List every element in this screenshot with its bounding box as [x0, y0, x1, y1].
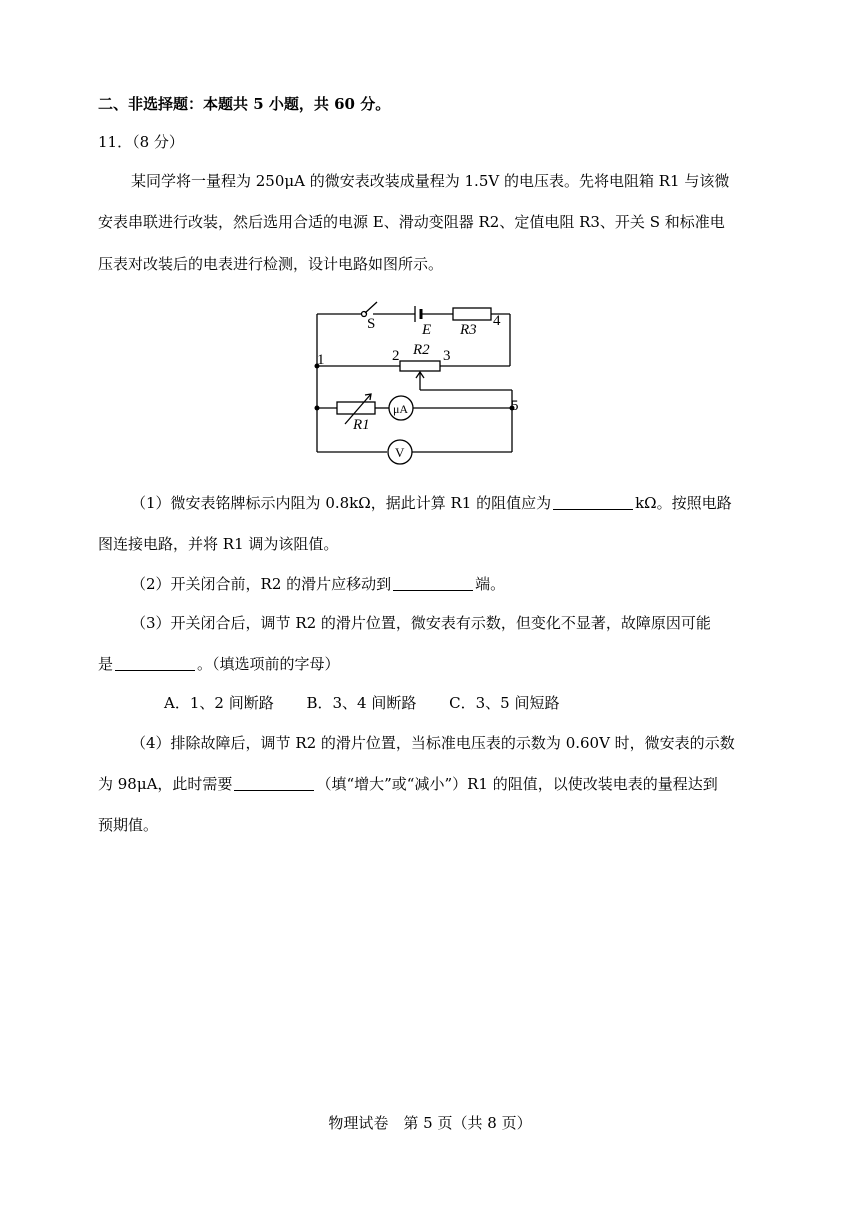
circuit-diagram — [305, 298, 525, 466]
part-4-line-1: （4）排除故障后，调节 R2 的滑片位置，当标准电压表的示数为 0.60V 时，微安表的示数 — [131, 734, 735, 752]
r1-label: R1 — [353, 417, 370, 433]
choice-b[interactable]: B．3、4 间断路 — [306, 694, 417, 712]
part-1-text-b: kΩ。按照电路 — [635, 494, 732, 512]
node-3: 3 — [443, 348, 451, 364]
part-3-line-1: （3）开关闭合后，调节 R2 的滑片位置，微安表有示数，但变化不显著，故障原因可能 — [131, 614, 711, 632]
part-3-text-c: 。（填选项前的字母） — [197, 655, 340, 673]
node-1: 1 — [317, 352, 325, 368]
choice-c[interactable]: C．3、5 间短路 — [449, 694, 560, 712]
part-2-text-b: 端。 — [475, 575, 506, 593]
answer-blank-3[interactable] — [115, 655, 195, 671]
part-4-line-3: 预期值。 — [98, 816, 159, 834]
question-number: 11．（8 分） — [98, 133, 184, 151]
switch-label: S — [367, 316, 376, 332]
part-4-text-c: （填“增大”或“减小”）R1 的阻值，以使改装电表的量程达到 — [316, 775, 718, 793]
page-footer: 物理试卷 第 5 页（共 8 页） — [328, 1114, 532, 1132]
part-2-text-a: （2）开关闭合前，R2 的滑片应移动到 — [131, 575, 392, 593]
part-4-text-b: 为 98μA，此时需要 — [98, 775, 233, 793]
r3-label: R3 — [460, 322, 477, 338]
node-4: 4 — [493, 313, 501, 329]
intro-line-2: 安表串联进行改装，然后选用合适的电源 E、滑动变阻器 R2、定值电阻 R3、开关 S 和标准电 — [98, 213, 725, 231]
choice-list — [164, 693, 588, 713]
ammeter-label: μA — [393, 402, 409, 416]
intro-line-1: 某同学将一量程为 250μA 的微安表改装成量程为 1.5V 的电压表。先将电阻箱 R1 与该微 — [131, 172, 730, 190]
part-3-text-b: 是 — [98, 655, 114, 673]
section-heading: 二、非选择题：本题共 5 小题，共 60 分。 — [98, 95, 391, 113]
voltmeter-label: V — [395, 445, 405, 460]
part-3-line-2 — [98, 654, 340, 674]
answer-blank-1[interactable] — [553, 494, 633, 510]
source-label: E — [422, 322, 432, 338]
node-5: 5 — [511, 398, 519, 414]
part-1-line-2: 图连接电路，并将 R1 调为该阻值。 — [98, 535, 339, 553]
part-1-text-a: （1）微安表铭牌标示内阻为 0.8kΩ，据此计算 R1 的阻值应为 — [131, 494, 552, 512]
part-2-line — [131, 574, 505, 594]
answer-blank-2[interactable] — [393, 575, 473, 591]
r2-label: R2 — [413, 342, 430, 358]
part-1-line-1 — [131, 493, 732, 513]
part-4-line-2 — [98, 774, 718, 794]
choice-a[interactable]: A．1、2 间断路 — [164, 694, 274, 712]
answer-blank-4[interactable] — [234, 775, 314, 791]
node-2: 2 — [392, 348, 400, 364]
intro-line-3: 压表对改装后的电表进行检测，设计电路如图所示。 — [98, 255, 444, 273]
